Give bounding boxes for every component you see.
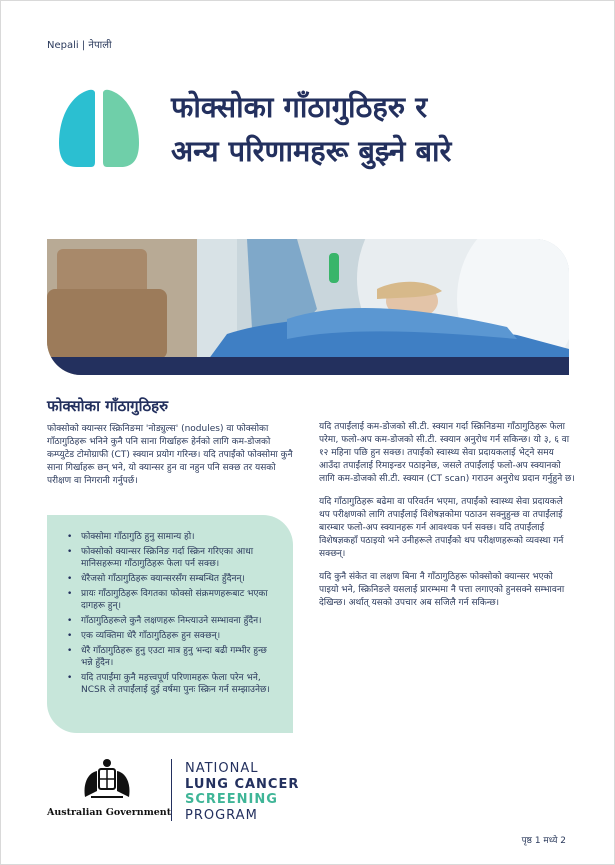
early-detection-paragraph: यदि कुनै संकेत वा लक्षण बिना नै गाँठागुठिहरू फोक्सोको क्यान्सर भएको पाइयो भने, स्क्रिनिङले यसलाई प्रारम्भमा नै पत्ता लगाएको हुनसक्ने सम्भावना देखिन्छ। अर्थात् यसको उपचार अब सजिलै गर्न सकिन्छ।: [319, 572, 565, 608]
key-points-box: [47, 515, 293, 733]
program-line-4: PROGRAM: [185, 807, 258, 823]
list-item: • गाँठागुठिहरूले कुनै लक्षणहरू निम्त्याउने सम्भावना हुँदैन।: [67, 615, 279, 627]
left-column: [47, 423, 297, 498]
footer-divider: [171, 759, 172, 821]
coat-of-arms-icon: [77, 757, 137, 801]
right-column: [319, 421, 575, 620]
ct-scan-photo-illustration: [47, 239, 569, 375]
section-heading: फोक्सोका गाँठागुठिहरु: [47, 397, 169, 415]
program-line-2: LUNG CANCER: [185, 776, 300, 792]
list-item: • धेरै गाँठागुठिहरू हुनु एउटा मात्र हुनु भन्दा बढी गम्भीर हुन्छ भन्ने हुँदैन।: [67, 645, 279, 669]
hero-photo: [47, 239, 569, 375]
lungs-icon: [57, 89, 141, 169]
list-item: • फोक्सोको क्यान्सर स्क्रिनिङ गर्दा स्क्रिन गरिएका आधा मानिसहरूमा गाँठागुठिहरू फेला पर्न सक्छ।: [67, 546, 279, 570]
government-name: Australian Government: [47, 807, 172, 818]
language-label: Nepali | नेपाली: [47, 40, 112, 51]
program-line-1: NATIONAL: [185, 761, 259, 776]
title-line-1: फोक्सोका गाँठागुठिहरु र: [171, 90, 428, 124]
government-logo: [47, 757, 172, 823]
list-item: • फोक्सोमा गाँठागुठि हुनु सामान्य हो।: [67, 531, 279, 543]
page-number: पृष्ठ 1 मध्ये 2: [521, 836, 566, 846]
program-logo: [185, 761, 299, 823]
intro-paragraph: फोक्सोको क्यान्सर स्क्रिनिङमा 'नोड्युल्स' (nodules) वा फोक्सोका गाँठागुठिहरू भनिने कुनै पनि साना गिर्खाहरू हेर्नको लागि कम-डोजको कम्प्युटेड टोमोग्राफी (CT) स्क्यान प्रयोग गरिन्छ। यदि तपाईंको फोक्सोमा कुनै साना गिर्खाहरू छन् भने, यो क्यान्सर हुन वा नहुन पनि सक्छ तर यसको परीक्षण वा निगरानी गर्नुपर्छ।: [47, 424, 293, 486]
list-item: • यदि तपाईंमा कुनै महत्त्वपूर्ण परिणामहरू फेला परेन भने, NCSR ले तपाईंलाई दुई वर्षमा पुनः स्क्रिन गर्न सम्झाउनेछ।: [67, 672, 279, 696]
title-line-2: अन्य परिणामहरू बुझ्ने बारे: [171, 134, 452, 168]
list-item: • प्रायः गाँठागुठिहरू विगतका फोक्सो संक्रमणहरूबाट भएका दागहरू हुन्।: [67, 588, 279, 612]
referral-paragraph: यदि गाँठागुठिहरू बढेमा वा परिवर्तन भएमा, तपाईंको स्वास्थ्य सेवा प्रदायकले थप परीक्षणको लागि तपाईंलाई विशेषज्ञकोमा पठाउन सक्नुहुन्छ वा तपाईंलाई बारम्बार फलो-अप स्क्यानहरू गर्न आवश्यक पर्न सक्छ। यदि तपाईंलाई विशेषज्ञकहाँ पठाइयो भने उनीहरूले तपाईंको थप परीक्षणहरूको व्यवस्था गर्न सक्छन्।: [319, 497, 564, 559]
list-item: • धेरैजसो गाँठागुठिहरू क्यान्सरसँग सम्बन्धित हुँदैनन्।: [67, 573, 279, 585]
program-line-3: SCREENING: [185, 792, 278, 807]
page-title: [171, 85, 451, 173]
list-item: • एक व्यक्तिमा धेरै गाँठागुठिहरू हुन सक्छन्।: [67, 630, 279, 642]
follow-up-paragraph: यदि तपाईंलाई कम-डोजको सी.टी. स्क्यान गर्दा स्क्रिनिङमा गाँठागुठिहरू फेला परेमा, फलो-अप कम-डोजको सी.टी. स्क्यान अनुरोध गर्न सकिन्छ। यो ३, ६ वा १२ महिना पछि हुन सक्छ। तपाईंको स्वास्थ्य सेवा प्रदायकलाई भेट्ने समय आउँदा तपाईंलाई रिमाइन्डर पठाइनेछ, जसले तपाईंलाई फलो-अप स्क्यानको लागि कम-डोजको सी.टी. स्क्यान (CT scan) गराउन अनुरोध प्रदान गर्नुहुने छ।: [319, 422, 575, 484]
key-points-list: [67, 531, 279, 696]
